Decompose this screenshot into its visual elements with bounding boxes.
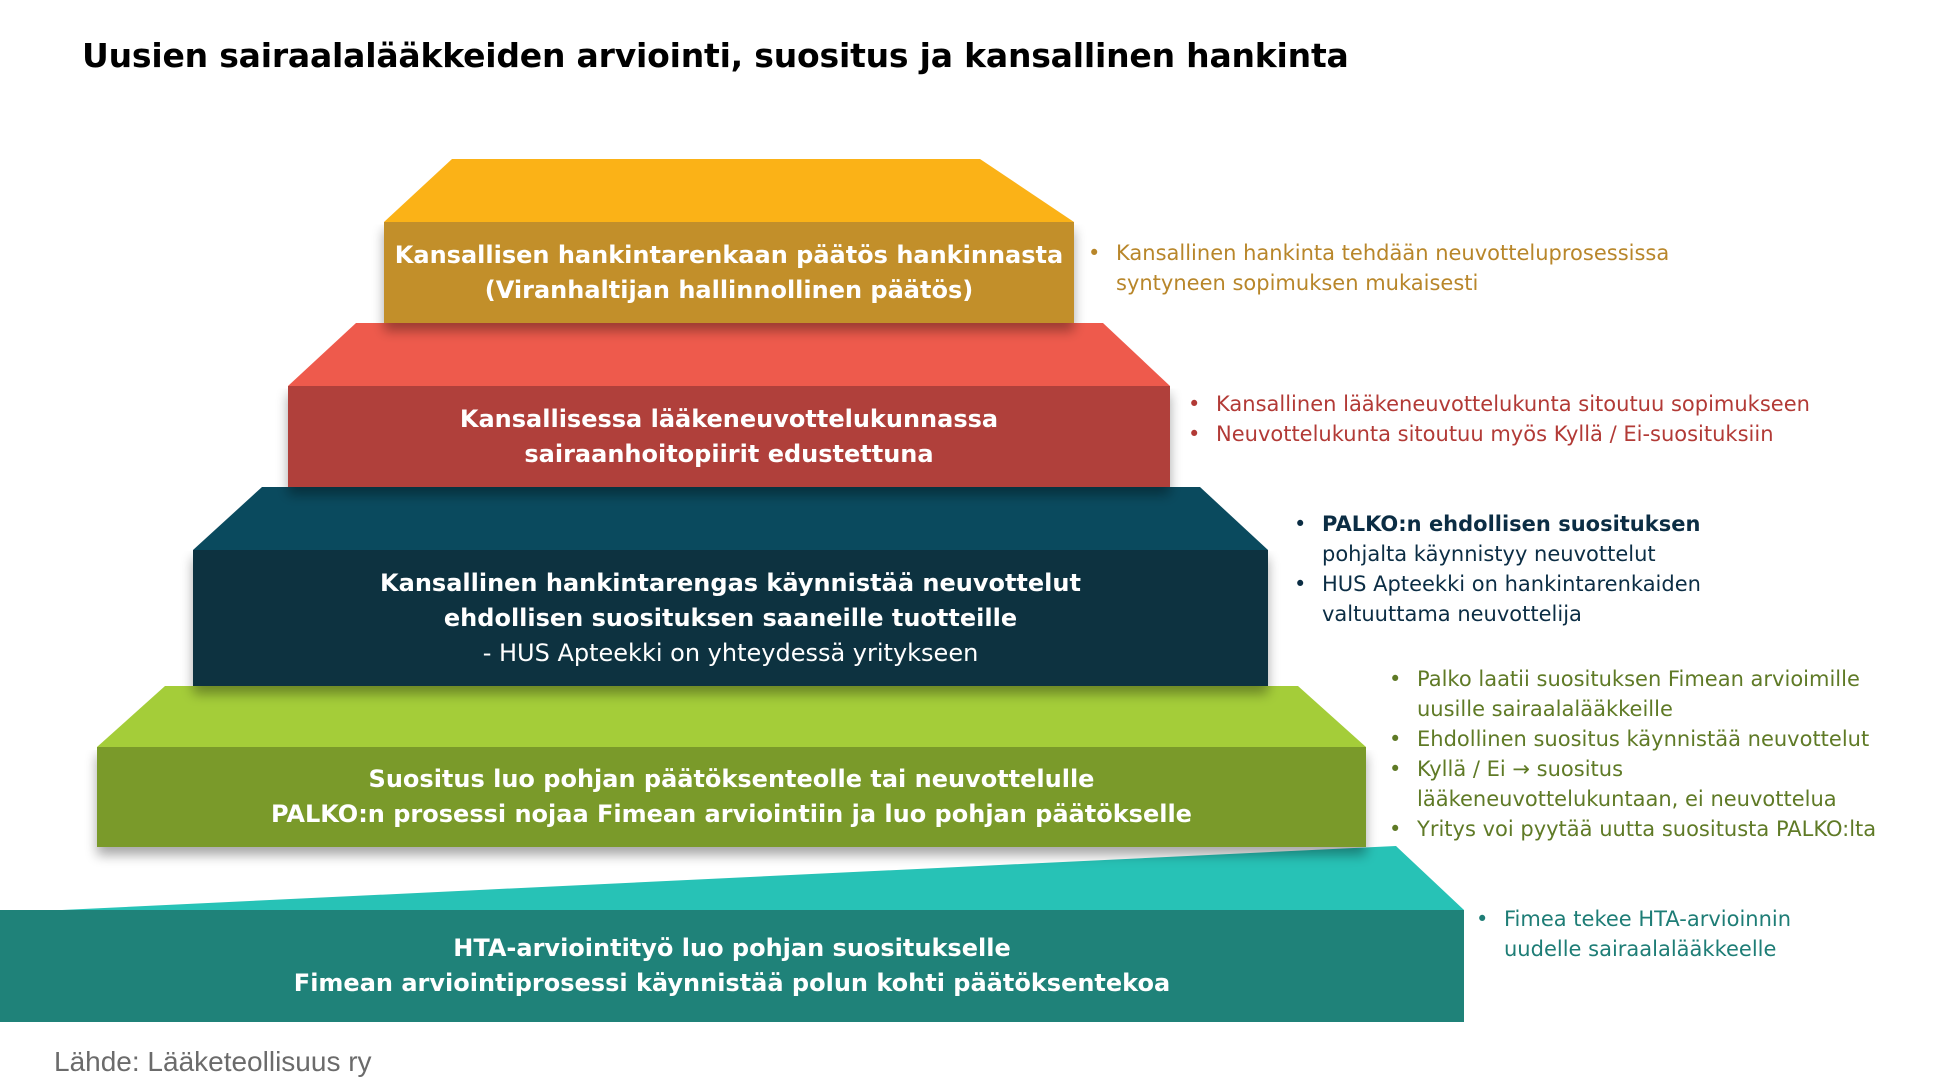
level2-line-1: Suositus luo pohjan päätöksenteolle tai neuvottelulle <box>368 765 1095 793</box>
level4-line-2: sairaanhoitopiirit edustettuna <box>524 439 934 468</box>
level4-line-1: Kansallisessa lääkeneuvottelukunnassa <box>459 404 999 433</box>
note-item: • Ehdollinen suositus käynnistää neuvottelut <box>1387 724 1877 754</box>
level5-top <box>384 159 1074 222</box>
note-item: • HUS Apteekki on hankintarenkaiden valtuuttama neuvottelija <box>1292 569 1742 629</box>
level5-line-2: (Viranhaltijan hallinnollinen päätös) <box>484 275 974 304</box>
note-item: • Kyllä / Ei → suositus lääkeneuvottelukuntaan, ei neuvottelua <box>1387 754 1877 814</box>
level1-label <box>0 910 1464 1022</box>
note-item: • Kansallinen hankinta tehdään neuvotteluprosessissa syntyneen sopimuksen mukaisesti <box>1086 238 1706 298</box>
note-item: • Neuvottelukunta sitoutuu myös Kyllä / Ei-suosituksiin <box>1186 419 1836 449</box>
note-item: • PALKO:n ehdollisen suosituksen pohjalta käynnistyy neuvottelut <box>1292 509 1742 569</box>
level3-notes <box>1292 509 1742 629</box>
level5-line-1: Kansallisen hankintarenkaan päätös hankinnasta <box>394 240 1064 269</box>
level4-top <box>288 323 1170 386</box>
level4-label <box>288 386 1170 487</box>
page-title: Uusien sairaalalääkkeiden arviointi, suositus ja kansallinen hankinta <box>82 36 1349 75</box>
level1-line-2: Fimean arviointiprosessi käynnistää polun kohti päätöksentekoa <box>293 969 1171 997</box>
level5-label <box>384 222 1074 323</box>
level5-notes <box>1086 238 1706 298</box>
source-credit: Lähde: Lääketeollisuus ry <box>54 1046 372 1077</box>
level3-line-3: - HUS Apteekki on yhteydessä yritykseen <box>482 638 979 667</box>
level2-label <box>97 747 1366 847</box>
level1-line-1: HTA-arviointityö luo pohjan suositukselle <box>453 934 1011 962</box>
level4-notes <box>1186 389 1836 449</box>
level3-top <box>193 487 1268 550</box>
note-item: • Fimea tekee HTA-arvioinnin uudelle sairaalalääkkeelle <box>1474 904 1874 964</box>
level3-line-1: Kansallinen hankintarengas käynnistää neuvottelut <box>380 568 1081 597</box>
note-item: • Yritys voi pyytää uutta suositusta PALKO:lta <box>1387 814 1877 844</box>
level3-line-2: ehdollisen suosituksen saaneille tuotteille <box>443 603 1018 632</box>
level2-notes <box>1387 664 1877 844</box>
note-item: • Kansallinen lääkeneuvottelukunta sitoutuu sopimukseen <box>1186 389 1836 419</box>
level3-label <box>193 550 1268 686</box>
level2-top <box>97 686 1366 747</box>
note-item: • Palko laatii suosituksen Fimean arvioimille uusille sairaalalääkkeille <box>1387 664 1877 724</box>
level2-line-2: PALKO:n prosessi nojaa Fimean arviointiin ja luo pohjan päätökselle <box>271 800 1192 828</box>
level1-notes <box>1474 904 1874 964</box>
level1-top <box>0 846 1464 910</box>
